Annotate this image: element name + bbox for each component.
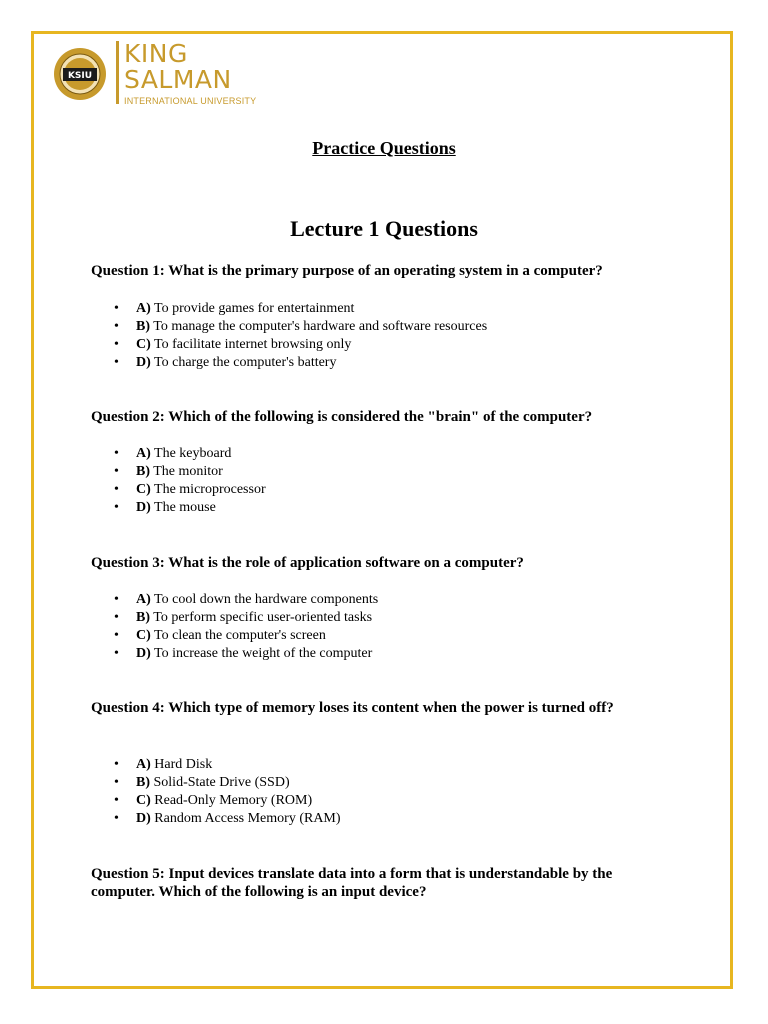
option-c: • C) To facilitate internet browsing only bbox=[114, 337, 352, 352]
lecture-title: Lecture 1 Questions bbox=[290, 216, 478, 241]
question-5: Question 5: Input devices translate data into a form that is understandable by the computer. Which of the following is an input device? bbox=[91, 866, 613, 900]
question-3: Question 3: What is the role of application software on a computer? bbox=[91, 555, 524, 571]
logo-divider bbox=[116, 41, 119, 104]
option-b: • B) To perform specific user-oriented tasks bbox=[114, 610, 373, 625]
option-c: • C) To clean the computer's screen bbox=[114, 628, 326, 643]
university-logo bbox=[53, 41, 263, 111]
option-d: • D) To charge the computer's battery bbox=[114, 355, 337, 370]
question-1-options bbox=[91, 300, 487, 372]
option-d: • D) To increase the weight of the computer bbox=[114, 646, 373, 661]
option-a: • A) Hard Disk bbox=[114, 757, 213, 772]
page-heading: Practice Questions bbox=[312, 138, 456, 158]
option-d: • D) Random Access Memory (RAM) bbox=[114, 811, 341, 826]
option-c: • C) The microprocessor bbox=[114, 482, 266, 497]
question-3-options bbox=[91, 591, 378, 663]
question-1: Question 1: What is the primary purpose of an operating system in a computer? bbox=[91, 263, 603, 279]
option-a: • A) To cool down the hardware components bbox=[114, 592, 379, 607]
option-d: • D) The mouse bbox=[114, 500, 216, 515]
question-4-options bbox=[91, 756, 341, 828]
question-2-options bbox=[91, 445, 266, 517]
option-a: • A) The keyboard bbox=[114, 446, 232, 461]
logo-name-line1: KING bbox=[124, 39, 188, 68]
option-a: • A) To provide games for entertainment bbox=[114, 301, 355, 316]
seal-text: KSIU bbox=[67, 71, 93, 81]
option-b: • B) Solid-State Drive (SSD) bbox=[114, 775, 290, 790]
logo-name-line2: SALMAN bbox=[124, 65, 232, 94]
option-c: • C) Read-Only Memory (ROM) bbox=[114, 793, 313, 808]
option-b: • B) The monitor bbox=[114, 464, 223, 479]
logo-name-line3: INTERNATIONAL UNIVERSITY bbox=[124, 96, 257, 106]
question-2: Question 2: Which of the following is considered the "brain" of the computer? bbox=[91, 409, 593, 425]
option-b: • B) To manage the computer's hardware and software resources bbox=[114, 319, 488, 334]
ksiu-seal-icon bbox=[53, 41, 109, 107]
question-4: Question 4: Which type of memory loses its content when the power is turned off? bbox=[91, 700, 614, 716]
